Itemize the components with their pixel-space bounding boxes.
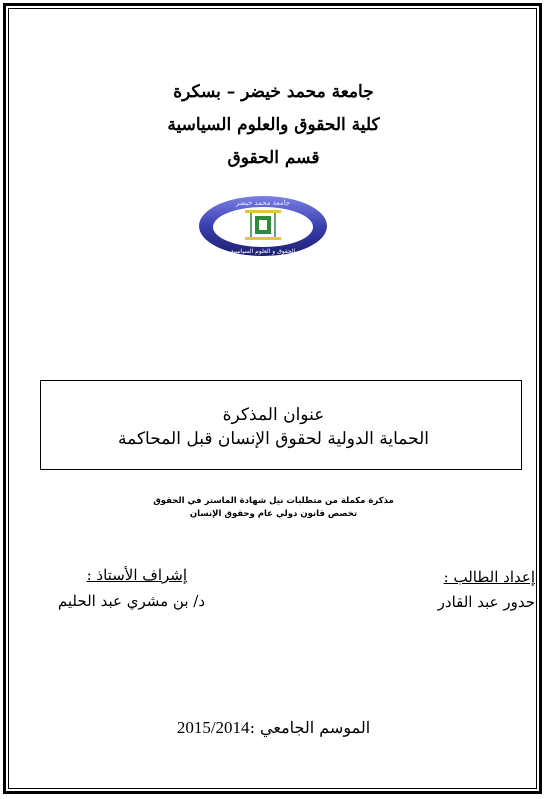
- season-label: الموسم الجامعي :: [249, 718, 371, 737]
- thesis-title: الحماية الدولية لحقوق الإنسان قبل المحاكمة: [118, 429, 429, 449]
- university-name: جامعة محمد خيضر – بسكرة: [173, 82, 374, 102]
- logo-emblem-bottom: [245, 237, 281, 240]
- supervisor-name: د/ بن مشري عبد الحليم: [57, 592, 205, 610]
- department-name: قسم الحقوق: [227, 148, 320, 168]
- student-name: حدور عبد القادر: [437, 593, 535, 611]
- degree-requirement: مذكرة مكملة من متطلبات نيل شهادة الماستر في الحقوق: [153, 496, 394, 506]
- faculty-name: كلية الحقوق والعلوم السياسية: [167, 115, 380, 135]
- supervisor-label: إشراف الأستاذ :: [86, 566, 187, 584]
- thesis-title-box: [40, 380, 522, 470]
- thesis-title-label: عنوان المذكرة: [222, 405, 325, 425]
- logo-emblem-top: [245, 210, 281, 213]
- student-label: إعداد الطالب :: [443, 568, 535, 586]
- specialization: تخصص قانون دولي عام وحقوق الإنسان: [189, 509, 358, 519]
- logo-emblem-center: [259, 220, 267, 230]
- academic-season: [0, 718, 547, 738]
- logo-ring-text: جامعة محمد خيضر: [235, 199, 291, 207]
- university-logo: [195, 190, 331, 262]
- season-year: 2015/2014: [176, 718, 250, 737]
- logo-bottom-text: الحقوق و العلوم السياسية: [230, 248, 296, 255]
